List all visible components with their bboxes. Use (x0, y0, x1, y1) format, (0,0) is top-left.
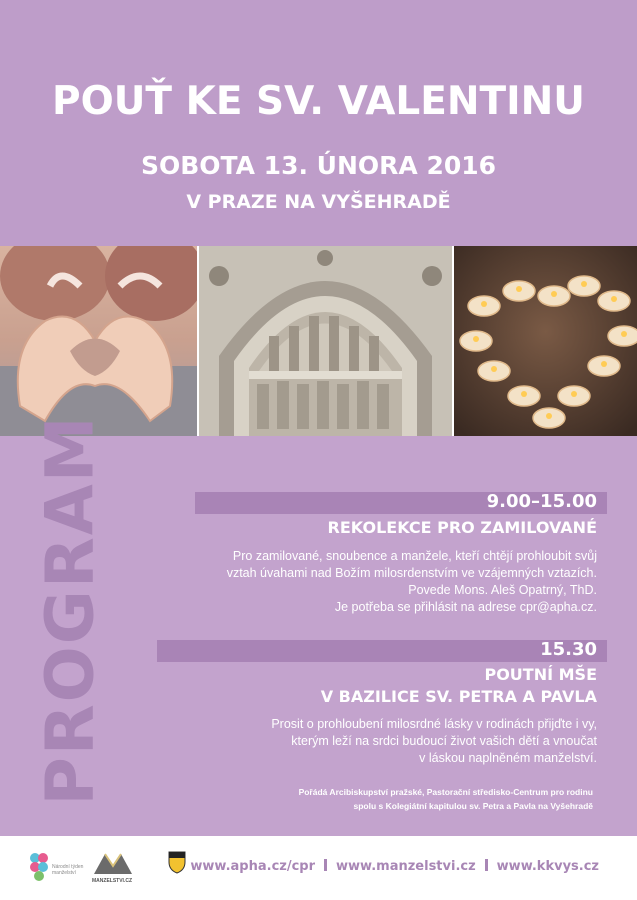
manzelstvi-logo (92, 850, 134, 884)
header-band (0, 0, 637, 246)
program-label: PROGRAM (31, 414, 109, 806)
event-date: SOBOTA 13. ÚNORA 2016 (140, 151, 497, 180)
event-text-line: Pro zamilované, snoubence a manžele, kteří chtějí prohloubit svůj (232, 549, 597, 563)
footer-links (190, 858, 599, 876)
event-text-line: Je potřeba se přihlásit na adrese cpr@apha.cz. (334, 600, 597, 614)
event-title: REKOLEKCE PRO ZAMILOVANÉ (327, 518, 597, 537)
poster-title: POUŤ KE SV. VALENTINU (52, 79, 585, 124)
organizer-line: spolu s Kolegiátní kapitulou sv. Petra a Pavla na Vyšehradě (353, 801, 593, 811)
event-time: 15.30 (540, 639, 597, 660)
event-description (127, 548, 597, 616)
gothic-portal-photo (199, 246, 452, 436)
logo-label: MANZELSTVI.CZ (92, 878, 132, 884)
event-text-line: kterým leží na srdci budoucí život vašich dětí a vnoučat (291, 734, 597, 748)
link-manzelstvi[interactable]: www.manzelstvi.cz (336, 859, 476, 874)
link-separator (485, 859, 488, 871)
organizer-note (163, 785, 593, 813)
logo-label: Národní týden manželství (52, 864, 84, 876)
kapitula-logo (165, 850, 189, 878)
event-title: POUTNÍ MŠE (484, 665, 597, 684)
link-apha[interactable]: www.apha.cz/cpr (190, 859, 316, 874)
link-kkvys[interactable]: www.kkvys.cz (496, 859, 599, 874)
program-vertical-label (10, 395, 130, 825)
event-text-line: v láskou naplněném manželství. (419, 751, 597, 765)
event-time: 9.00–15.00 (486, 491, 597, 512)
narodni-tyden-manzelstvi-logo (28, 850, 84, 888)
event-title: V BAZILICE SV. PETRA A PAVLA (320, 687, 597, 706)
footer (0, 836, 637, 900)
event-text-line: Prosit o prohloubení milosrdné lásky v rodinách přijďte i vy, (271, 717, 597, 731)
organizer-line: Pořádá Arcibiskupství pražské, Pastorační středisko-Centrum pro rodinu (298, 787, 593, 797)
event-description (127, 716, 597, 767)
event-text-line: vztah úvahami nad Božím milosrdenstvím ve vzájemných vztazích. (226, 566, 597, 580)
event-text-line: Povede Mons. Aleš Opatrný, ThD. (408, 583, 597, 597)
link-separator (324, 859, 327, 871)
event-place: V PRAZE NA VYŠEHRADĚ (186, 191, 451, 213)
heart-candles-photo (454, 246, 637, 436)
